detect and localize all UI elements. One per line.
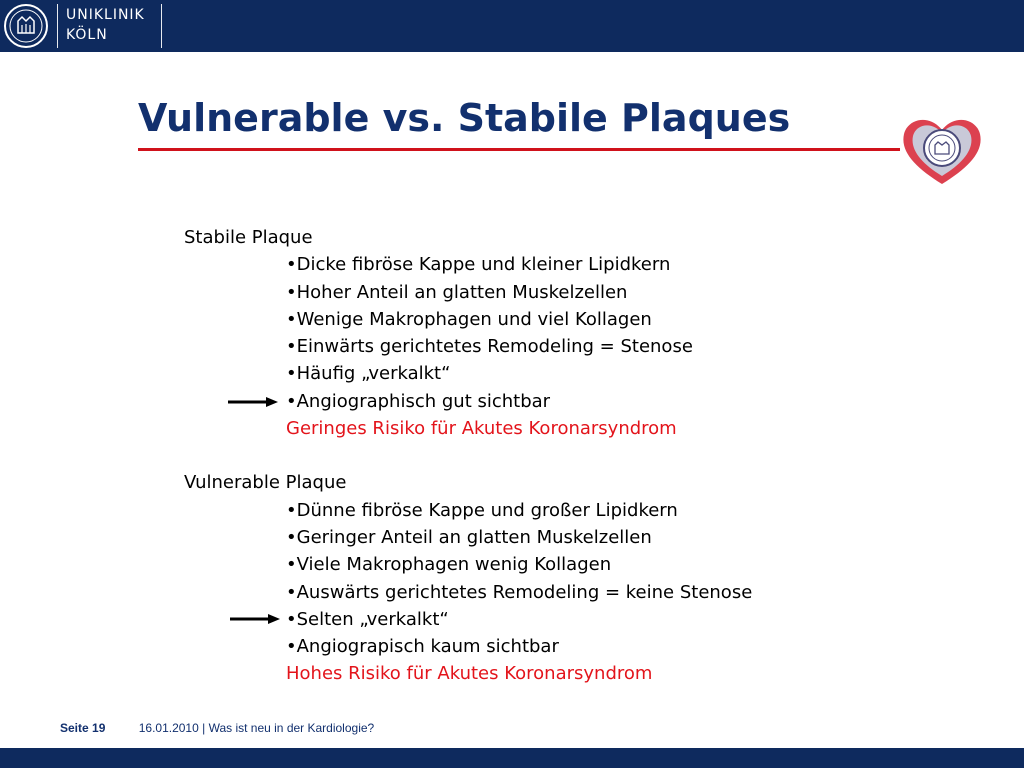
bottom-bar	[0, 748, 1024, 768]
stable-bullet-5: •Häufig „verkalkt“	[286, 363, 451, 385]
vulnerable-bullet-1: •Dünne fibröse Kappe und großer Lipidkern	[286, 499, 678, 521]
brand-line-1: UNIKLINIK	[66, 7, 145, 23]
stable-risk-text: Geringes Risiko für Akutes Koronarsyndrom	[286, 418, 677, 440]
stable-bullet-1: •Dicke fibröse Kappe und kleiner Lipidkern	[286, 254, 671, 276]
header-divider	[57, 4, 58, 48]
stable-bullet-3: •Wenige Makrophagen und viel Kollagen	[286, 308, 652, 330]
slide-title: Vulnerable vs. Stabile Plaques	[138, 96, 791, 140]
vulnerable-bullet-3: •Viele Makrophagen wenig Kollagen	[286, 554, 612, 576]
stable-bullet-2: •Hoher Anteil an glatten Muskelzellen	[286, 281, 628, 303]
heart-logo-icon	[896, 110, 988, 190]
stable-plaque-heading: Stabile Plaque	[184, 227, 313, 248]
vulnerable-bullet-6: •Angiograpisch kaum sichtbar	[286, 636, 559, 658]
header-divider	[161, 4, 162, 48]
vulnerable-plaque-heading: Vulnerable Plaque	[184, 472, 347, 494]
title-underline	[138, 148, 900, 151]
vulnerable-bullet-4: •Auswärts gerichtetes Remodeling = keine Stenose	[286, 581, 753, 603]
section-spacer	[184, 442, 752, 469]
footer-info: 16.01.2010 | Was ist neu in der Kardiologie?	[138, 721, 375, 735]
vulnerable-bullet-2: •Geringer Anteil an glatten Muskelzellen	[286, 526, 652, 548]
page-number: Seite 19	[60, 721, 106, 735]
university-seal-icon	[3, 3, 49, 49]
vulnerable-bullet-5: •Selten „verkalkt“	[286, 608, 449, 630]
stable-bullet-6: •Angiographisch gut sichtbar	[286, 390, 551, 412]
vulnerable-risk-text: Hohes Risiko für Akutes Koronarsyndrom	[286, 663, 653, 685]
header-bar	[0, 0, 1024, 52]
brand-wordmark[interactable]	[66, 5, 145, 45]
brand-line-2: KÖLN	[66, 27, 108, 43]
slide-footer	[60, 721, 374, 735]
arrow-right-icon	[230, 613, 280, 625]
stable-bullet-4: •Einwärts gerichtetes Remodeling = Stenose	[286, 336, 693, 358]
arrow-right-icon	[228, 396, 278, 408]
